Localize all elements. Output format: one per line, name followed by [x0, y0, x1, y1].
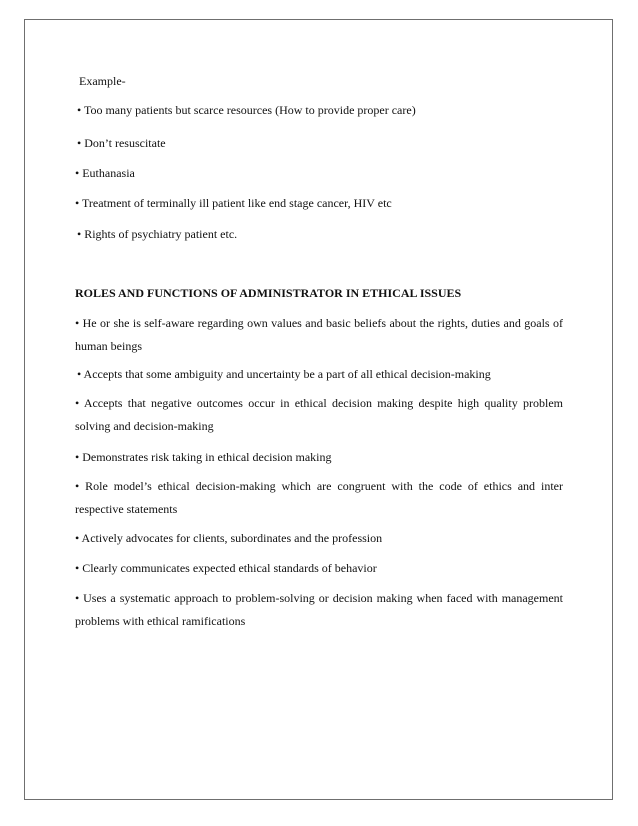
- role-item-7: • Clearly communicates expected ethical standards of behavior: [75, 561, 377, 575]
- role-item-2: • Accepts that some ambiguity and uncertainty be a part of all ethical decision-making: [77, 367, 491, 381]
- role-item-6: • Actively advocates for clients, subordinates and the profession: [75, 531, 383, 545]
- example-item-4: • Treatment of terminally ill patient like end stage cancer, HIV etc: [75, 196, 392, 210]
- example-item-3: • Euthanasia: [75, 166, 135, 180]
- role-item-3: • Accepts that negative outcomes occur in ethical decision making despite high quality problem solving and decision-making: [75, 396, 563, 433]
- example-item-1: • Too many patients but scarce resources (How to provide proper care): [77, 103, 416, 117]
- role-item-5: • Role model’s ethical decision-making which are congruent with the code of ethics and inter respective statements: [75, 479, 563, 516]
- example-item-2: • Don’t resuscitate: [77, 136, 166, 150]
- role-item-8: • Uses a systematic approach to problem-solving or decision making when faced with management problems with ethical ramifications: [75, 591, 563, 628]
- role-item-1: • He or she is self-aware regarding own values and basic beliefs about the rights, duties and goals of human beings: [75, 316, 563, 353]
- example-label: Example-: [79, 74, 126, 88]
- role-item-4: • Demonstrates risk taking in ethical decision making: [75, 450, 332, 464]
- example-item-5: • Rights of psychiatry patient etc.: [77, 227, 238, 241]
- section-heading: ROLES AND FUNCTIONS OF ADMINISTRATOR IN ETHICAL ISSUES: [75, 286, 462, 300]
